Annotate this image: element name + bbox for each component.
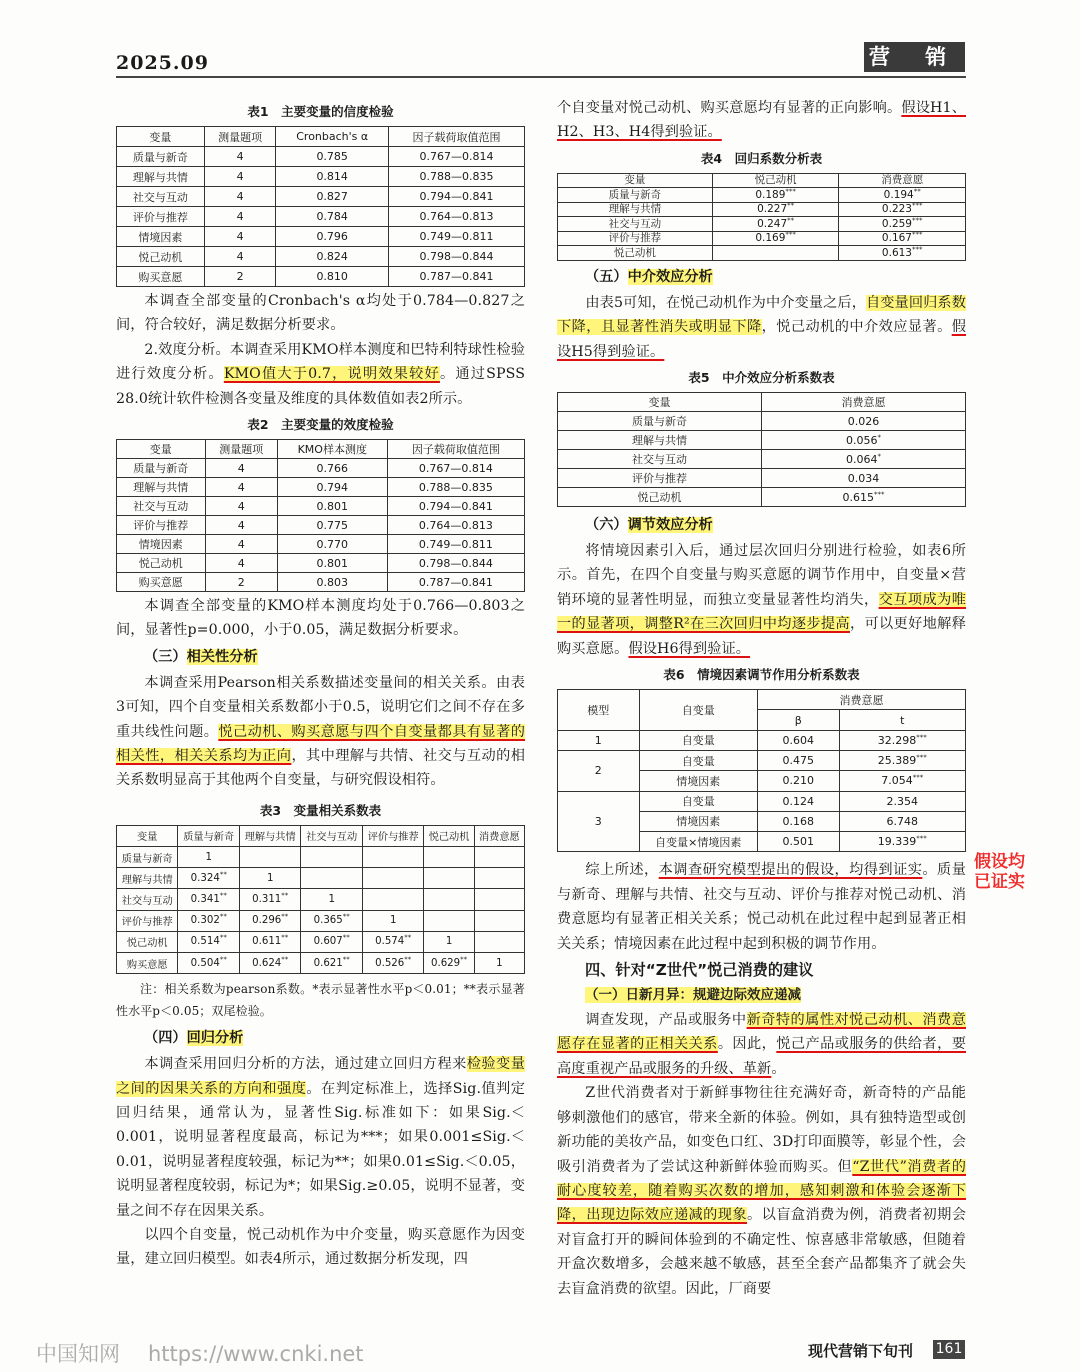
- table-cell: 0.785: [276, 147, 389, 167]
- table-cell: 0.501: [757, 832, 839, 852]
- paragraph-model: 以四个自变量，悦己动机作为中介变量，购买意愿作为因变量，建立回归模型。如表4所示，通过数据分析发现，四: [116, 1227, 525, 1268]
- subsection-heading: [585, 984, 966, 1006]
- table-row: [117, 931, 525, 952]
- table-cell: [424, 868, 474, 889]
- table-cell: 0.770: [277, 535, 387, 554]
- table1-header-row: [117, 127, 525, 147]
- paragraph-summary: [557, 858, 966, 956]
- table-cell: 4: [204, 147, 276, 167]
- text: 。质量与新奇、理解与共情、社交与互动、评价与推荐对悦己动机、消费意愿均有显著正相关关系；悦己动机在此过程中起到显著正相关关系；情境因素在此过程中起到积极的调节作用。: [557, 862, 966, 952]
- table-cell: 2: [204, 267, 276, 287]
- table-cell: 1: [424, 931, 474, 952]
- table-row: [117, 497, 525, 516]
- table3-header-row: [117, 825, 525, 846]
- table-cell: 0.787—0.841: [387, 573, 524, 592]
- table6-header-cell: 消费意愿: [757, 690, 965, 710]
- table-cell: 0.169***: [712, 231, 839, 246]
- table-cell: 0.798—0.844: [388, 247, 524, 267]
- table-cell: 3: [558, 791, 640, 852]
- highlight-text: 交互项成为唯一的显著项，调整R²在三次回归中均逐步提高: [557, 591, 966, 633]
- table4-header-row: [558, 173, 966, 188]
- table-cell: 0.611**: [239, 931, 300, 952]
- table-cell: 0.604: [757, 730, 839, 750]
- table-cell: 理解与共情: [558, 202, 713, 217]
- table-cell: 0.124: [757, 791, 839, 811]
- table-cell: 2: [205, 573, 277, 592]
- highlight-text: 新奇特的属性对悦己动机、消费意愿存在显著的正相关关系: [557, 1012, 966, 1053]
- table-row: [117, 910, 525, 931]
- section-title: 中介效应分析: [627, 268, 713, 285]
- table-row: [117, 868, 525, 889]
- table-cell: [362, 868, 423, 889]
- table-row: [117, 953, 525, 974]
- section-title: 调节效应分析: [627, 517, 713, 534]
- table6-header-cell: t: [839, 710, 966, 730]
- table-row: [117, 267, 525, 287]
- table1-reliability: [116, 126, 525, 287]
- table-row: [558, 488, 966, 507]
- table-cell: 1: [474, 953, 524, 974]
- table-cell: 4: [205, 535, 277, 554]
- text: 将情境因素引入后，通过层次回归分别进行检验，如表6所示。首先，在四个自变量与购买意愿的调节作用中，自变量×营销环境的显著性明显，而独立变量显著性均消失，: [557, 543, 966, 608]
- text: 调查发现，产品或服务中: [585, 1012, 747, 1029]
- paragraph-regression: [116, 1052, 525, 1223]
- table-cell: 理解与共情: [558, 431, 762, 450]
- table3-header-cell: 悦己动机: [424, 825, 474, 846]
- text: 综上所述，: [585, 862, 659, 879]
- table-row: [117, 554, 525, 573]
- right-column: [557, 98, 966, 1301]
- underlined-text: 本调查研究模型提出的假设，均得到证实: [658, 862, 923, 879]
- table-cell: 4: [204, 207, 276, 227]
- table-cell: [424, 910, 474, 931]
- table-cell: 2: [558, 750, 640, 791]
- paragraph-hypothesis-1-4: [557, 96, 966, 145]
- table-row: [117, 167, 525, 187]
- section-four-heading: 四、针对“Z世代”悦己消费的建议: [585, 961, 814, 980]
- table-cell: 评价与推荐: [117, 516, 206, 535]
- table-cell: 评价与推荐: [558, 231, 713, 246]
- table-cell: 购买意愿: [117, 267, 205, 287]
- table5-body: [558, 412, 966, 507]
- text: 由表5可知，在悦己动机作为中介变量之后，: [585, 294, 866, 311]
- table3-header-cell: 质量与新奇: [178, 825, 239, 846]
- highlight-text: KMO值大于0.7，说明效果较好: [223, 366, 440, 383]
- paragraph-correlation: [116, 671, 525, 793]
- table1-body: [117, 147, 525, 287]
- table-row: [117, 516, 525, 535]
- table-row: [117, 535, 525, 554]
- table-cell: 理解与共情: [117, 167, 205, 187]
- section-title: 回归分析: [186, 1030, 244, 1047]
- table-row: [117, 207, 525, 227]
- section-brand: 营 销: [864, 42, 965, 72]
- table-cell: 0.167***: [839, 231, 966, 246]
- table-cell: 0.749—0.811: [387, 535, 524, 554]
- table3-body: [117, 847, 525, 974]
- table-cell: 0.311**: [239, 889, 300, 910]
- table-cell: 32.298***: [839, 730, 966, 750]
- table-cell: [424, 889, 474, 910]
- text: 本调查采用回归分析的方法，通过建立回归方程来: [144, 1056, 467, 1073]
- section-prefix: （四）: [144, 1030, 187, 1047]
- table-cell: [474, 931, 524, 952]
- table-cell: 0.775: [277, 516, 387, 535]
- table-cell: 0.794: [277, 478, 387, 497]
- paragraph-validity: [116, 338, 525, 411]
- table-cell: 4: [205, 459, 277, 478]
- table-cell: [712, 246, 839, 261]
- section-prefix: （五）: [585, 268, 628, 285]
- table-cell: 4: [204, 167, 276, 187]
- table1-header-cell: Cronbach's α: [276, 127, 389, 147]
- table-cell: 0.787—0.841: [388, 267, 524, 287]
- table-row: [117, 187, 525, 207]
- table-cell: 0.629**: [424, 953, 474, 974]
- section-5-heading: [585, 265, 966, 289]
- table-cell: 0.247**: [712, 217, 839, 232]
- text: ，其中理解与共情、社交与互动的相关系数明显高于其他两个自变量，与研究假设相符。: [116, 748, 526, 789]
- table-cell: [474, 889, 524, 910]
- header-rule: [116, 76, 966, 78]
- table-cell: 评价与推荐: [117, 910, 178, 931]
- table3-caption: 表3 变量相关系数表: [259, 802, 382, 818]
- table4-header-cell: 悦己动机: [712, 173, 839, 188]
- table-cell: 0.210: [757, 771, 839, 791]
- table6-header-cell: 模型: [558, 690, 640, 731]
- table-cell: 0.803: [277, 573, 387, 592]
- table-cell: 0.794—0.841: [387, 497, 524, 516]
- table4-caption: 表4 回归系数分析表: [700, 150, 823, 166]
- paragraph-survey-finding: [557, 1008, 966, 1081]
- table-cell: 质量与新奇: [558, 412, 762, 431]
- table-cell: 0.767—0.814: [388, 147, 524, 167]
- paragraph-mediation: [557, 291, 966, 364]
- table4-body: [558, 188, 966, 261]
- table-cell: 4: [205, 478, 277, 497]
- table-cell: 0.026: [762, 412, 966, 431]
- table1-caption: 表1 主要变量的信度检验: [247, 104, 394, 119]
- section-prefix: （六）: [585, 517, 628, 534]
- table-cell: 0.801: [277, 554, 387, 573]
- table-cell: 4: [204, 227, 276, 247]
- cnki-watermark: [36, 1338, 392, 1368]
- table3-header-cell: 社交与互动: [301, 825, 362, 846]
- table-cell: 7.054***: [839, 771, 966, 791]
- journal-name: 现代营销下旬刊: [808, 1342, 914, 1360]
- table-cell: 0.504**: [178, 953, 239, 974]
- table-cell: 社交与互动: [558, 217, 713, 232]
- table3-note: 注：相关系数为pearson系数。*表示显著性水平p＜0.01；**表示显著性水平p＜0.05；双尾检验。: [116, 982, 525, 1019]
- table-cell: 0.766: [277, 459, 387, 478]
- table5-header-cell: 变量: [558, 393, 762, 412]
- table-cell: 0.798—0.844: [387, 554, 524, 573]
- section-title: 相关性分析: [186, 648, 258, 665]
- table-row: [558, 202, 966, 217]
- table-cell: 4: [205, 554, 277, 573]
- table6-header-cell: β: [757, 710, 839, 730]
- table-cell: 0.056*: [762, 431, 966, 450]
- subsection-title: （一）日新月异：规避边际效应递减: [585, 987, 801, 1004]
- table-cell: 4: [204, 247, 276, 267]
- table3-header-cell: 理解与共情: [239, 825, 300, 846]
- table5-header-row: [558, 393, 966, 412]
- section-4-heading: [144, 1026, 525, 1050]
- text: 。通过SPSS 28.0统计软件检测各变量及维度的具体数值如表2所示。: [116, 366, 526, 407]
- table-cell: [239, 847, 300, 868]
- table-cell: 质量与新奇: [117, 147, 205, 167]
- table1-header-cell: 因子载荷取值范围: [388, 127, 524, 147]
- table-cell: 0.223***: [839, 202, 966, 217]
- highlight-text: “Z世代”消费者的耐心度较差，随着购买次数的增加，感知刺激和体验会逐渐下降，出现边际效应递减的现象: [557, 1158, 966, 1224]
- table-cell: 悦己动机: [558, 488, 762, 507]
- table-cell: 0.824: [276, 247, 389, 267]
- table-cell: 0.749—0.811: [388, 227, 524, 247]
- table-cell: 0.302**: [178, 910, 239, 931]
- table-cell: 情境因素: [117, 227, 205, 247]
- section-prefix: （三）: [144, 648, 187, 665]
- text: Z世代消费者对于新鲜事物往往充满好奇，新奇特的产品能够刺激他们的感官，带来全新的体验。例如，具有独特造型或创新功能的美妆产品，如变色口红、3D打印面膜等，彰显个性，会吸引消费者为了尝试这种新鲜体验而购买。但: [557, 1085, 966, 1175]
- table-row: [558, 450, 966, 469]
- table-row: [558, 791, 966, 811]
- table-cell: 0.794—0.841: [388, 187, 524, 207]
- table-cell: 4: [204, 187, 276, 207]
- table-cell: 悦己动机: [558, 246, 713, 261]
- table-cell: 自变量: [639, 750, 757, 770]
- table4-header-cell: 消费意愿: [839, 173, 966, 188]
- table-cell: 0.574**: [362, 931, 423, 952]
- table6-header-row: [558, 690, 966, 710]
- table-cell: 0.827: [276, 187, 389, 207]
- table-cell: 社交与互动: [117, 497, 206, 516]
- paragraph-kmo: 本调查全部变量的KMO样本测度均处于0.766—0.803之间，显著性p=0.000，小于0.05，满足数据分析要求。: [116, 598, 525, 639]
- table-cell: 19.339***: [839, 832, 966, 852]
- table-cell: 0.810: [276, 267, 389, 287]
- underlined-text: 悦己产品或服务的供给者，要高度重视产品或服务的升级、革新: [557, 1036, 967, 1077]
- text: 。因此，: [717, 1036, 777, 1053]
- table-cell: 0.168: [757, 811, 839, 831]
- table-row: [117, 478, 525, 497]
- table-cell: 0.064*: [762, 450, 966, 469]
- highlight-text: 检验变量之间的因果关系的方向和强度: [116, 1056, 525, 1097]
- table-cell: 0.227**: [712, 202, 839, 217]
- table3-correlation: [116, 825, 525, 974]
- highlight-text: 悦己动机、购买意愿与四个自变量都具有显著的相关性，相关关系均为正向: [116, 723, 526, 765]
- table-row: [117, 247, 525, 267]
- table2-body: [117, 459, 525, 592]
- table-cell: 自变量: [639, 730, 757, 750]
- table-cell: 0.475: [757, 750, 839, 770]
- table-cell: 评价与推荐: [558, 469, 762, 488]
- section-3-heading: [144, 645, 525, 669]
- table-cell: 情境因素: [639, 811, 757, 831]
- table-cell: 0.613***: [839, 246, 966, 261]
- table-cell: 0.801: [277, 497, 387, 516]
- table-row: [558, 412, 966, 431]
- table1-header-cell: 测量题项: [204, 127, 276, 147]
- table-cell: 4: [205, 497, 277, 516]
- table-row: [117, 889, 525, 910]
- table-cell: 购买意愿: [117, 953, 178, 974]
- table3-header-cell: 变量: [117, 825, 178, 846]
- table-cell: 评价与推荐: [117, 207, 205, 227]
- table-cell: 0.607**: [301, 931, 362, 952]
- table-cell: 0.621**: [301, 953, 362, 974]
- table-cell: 1: [362, 910, 423, 931]
- table-cell: 理解与共情: [117, 478, 206, 497]
- table-row: [558, 750, 966, 770]
- table-row: [558, 730, 966, 750]
- table-row: [558, 246, 966, 261]
- table-cell: 25.389***: [839, 750, 966, 770]
- table-row: [558, 469, 966, 488]
- table5-caption: 表5 中介效应分析系数表: [688, 370, 835, 386]
- table1-header-cell: 变量: [117, 127, 205, 147]
- table4-header-cell: 变量: [558, 173, 713, 188]
- table-cell: 理解与共情: [117, 868, 178, 889]
- text: 。: [771, 1060, 786, 1077]
- table-row: [558, 217, 966, 232]
- underlined-text: 假设H5得到验证。: [557, 319, 966, 360]
- table6-header-cell: 自变量: [639, 690, 757, 731]
- text: ，悦己动机的中介效应显著。: [761, 319, 952, 336]
- table2-validity: [116, 439, 525, 592]
- table-cell: [474, 847, 524, 868]
- table-cell: 0.034: [762, 469, 966, 488]
- table2-header-row: [117, 440, 525, 459]
- table3-header-cell: 消费意愿: [474, 825, 524, 846]
- table-cell: 0.324**: [178, 868, 239, 889]
- table-cell: 0.514**: [178, 931, 239, 952]
- table3-header-cell: 评价与推荐: [362, 825, 423, 846]
- table-cell: 0.814: [276, 167, 389, 187]
- paragraph-cronbach: 本调查全部变量的Cronbach's α均处于0.784—0.827之间，符合较好，满足数据分析要求。: [116, 293, 525, 334]
- table-cell: 0.526**: [362, 953, 423, 974]
- table-row: [117, 227, 525, 247]
- table-cell: 0.788—0.835: [387, 478, 524, 497]
- table-cell: 0.189***: [712, 188, 839, 203]
- table-cell: 质量与新奇: [117, 459, 206, 478]
- table-row: [117, 847, 525, 868]
- table-cell: 0.788—0.835: [388, 167, 524, 187]
- table2-header-cell: 测量题项: [205, 440, 277, 459]
- underlined-text: 假设H1、H2、H3、H4得到验证。: [557, 100, 967, 141]
- table-cell: [474, 868, 524, 889]
- page-number: 161: [933, 1340, 965, 1359]
- table-cell: 0.259***: [839, 217, 966, 232]
- left-column: [116, 98, 525, 1272]
- table-cell: 悦己动机: [117, 247, 205, 267]
- section-6-heading: [585, 513, 966, 537]
- text: 2.效度分析。本调查采用KMO样本测度和巴特利特球性检验进行效度分析。: [116, 341, 525, 383]
- table2-header-cell: 变量: [117, 440, 206, 459]
- table-cell: 0.615***: [762, 488, 966, 507]
- table-row: [117, 573, 525, 592]
- text: 。以盲盒消费为例，消费者初期会对盲盒打开的瞬间体验到的不确定性、惊喜感非常敏感，但随着开盒次数增多，会越来越不敏感，甚至全套产品都集齐了就会失去盲盒消费的欲望。因此，厂商要: [557, 1207, 966, 1297]
- table-cell: 质量与新奇: [117, 847, 178, 868]
- table-cell: 自变量: [639, 791, 757, 811]
- table-cell: 情境因素: [639, 771, 757, 791]
- table-cell: [301, 868, 362, 889]
- table-cell: [362, 889, 423, 910]
- table2-caption: 表2 主要变量的效度检验: [247, 417, 394, 433]
- watermark-url: https://www.cnki.net: [148, 1342, 364, 1366]
- table-cell: 4: [205, 516, 277, 535]
- table-cell: 0.296**: [239, 910, 300, 931]
- table-row: [558, 231, 966, 246]
- table-cell: 情境因素: [117, 535, 206, 554]
- table4-regression: [557, 173, 966, 261]
- table-cell: [424, 847, 474, 868]
- table-cell: 0.624**: [239, 953, 300, 974]
- table2-header-cell: KMO样本测度: [277, 440, 387, 459]
- text: 本调查采用Pearson相关系数描述变量间的相关关系。由表3可知，四个自变量相关系数都小于0.5，说明它们之间不存在多重共线性问题。: [116, 674, 525, 740]
- handwritten-annotation: 假设均已证实: [974, 852, 1025, 892]
- table-row: [558, 431, 966, 450]
- table6-moderation: [557, 689, 966, 852]
- table-cell: 0.796: [276, 227, 389, 247]
- issue-date: 2025.09: [116, 52, 209, 74]
- table-cell: 悦己动机: [117, 554, 206, 573]
- table-cell: 0.784: [276, 207, 389, 227]
- table-row: [117, 459, 525, 478]
- table-cell: 0.341**: [178, 889, 239, 910]
- text: 个自变量对悦己动机、购买意愿均有显著的正向影响。: [557, 100, 902, 116]
- underlined-text: 假设H6得到验证。: [628, 640, 751, 657]
- table-cell: 1: [301, 889, 362, 910]
- table-cell: 0.764—0.813: [387, 516, 524, 535]
- highlight-text: 自变量回归系数下降，且显著性消失或明显下降: [557, 294, 966, 336]
- table-cell: 社交与互动: [558, 450, 762, 469]
- table-cell: 社交与互动: [117, 187, 205, 207]
- table-cell: 6.748: [839, 811, 966, 831]
- table-cell: 购买意愿: [117, 573, 206, 592]
- text: 。在判定标准上，选择Sig.值判定回归结果，通常认为，显著性Sig.标准如下：如果Sig.＜0.001，说明显著程度最高，标记为***；如果0.001≤Sig.＜0.01，说明显著程度较强，标记为**；如果0.01≤Sig.＜0.05，说明显著程度较弱，标记为*；如果Sig.≥0.05，说明不显著，变量之间不存在因果关系。: [116, 1080, 525, 1219]
- paragraph-moderation: [557, 539, 966, 661]
- paragraph-gen-z: [557, 1081, 966, 1301]
- table-cell: 0.767—0.814: [387, 459, 524, 478]
- table-cell: 0.764—0.813: [388, 207, 524, 227]
- table-cell: [362, 847, 423, 868]
- table-cell: 1: [558, 730, 640, 750]
- table-cell: 1: [178, 847, 239, 868]
- table-cell: 1: [239, 868, 300, 889]
- watermark-cn: 中国知网: [36, 1342, 120, 1366]
- table2-header-cell: 因子载荷取值范围: [387, 440, 524, 459]
- table-cell: 悦己动机: [117, 931, 178, 952]
- text: ，可以更好地解释购买意愿。: [557, 616, 966, 657]
- table-cell: [474, 910, 524, 931]
- table5-header-cell: 消费意愿: [762, 393, 966, 412]
- table-cell: 2.354: [839, 791, 966, 811]
- table-cell: 社交与互动: [117, 889, 178, 910]
- table5-mediation: [557, 392, 966, 507]
- table-cell: 质量与新奇: [558, 188, 713, 203]
- table-cell: 0.194**: [839, 188, 966, 203]
- table6-caption: 表6 情境因素调节作用分析系数表: [663, 667, 860, 683]
- table-cell: 0.365**: [301, 910, 362, 931]
- table-cell: [301, 847, 362, 868]
- table-row: [117, 147, 525, 167]
- table-row: [558, 188, 966, 203]
- table-cell: 自变量×情境因素: [639, 832, 757, 852]
